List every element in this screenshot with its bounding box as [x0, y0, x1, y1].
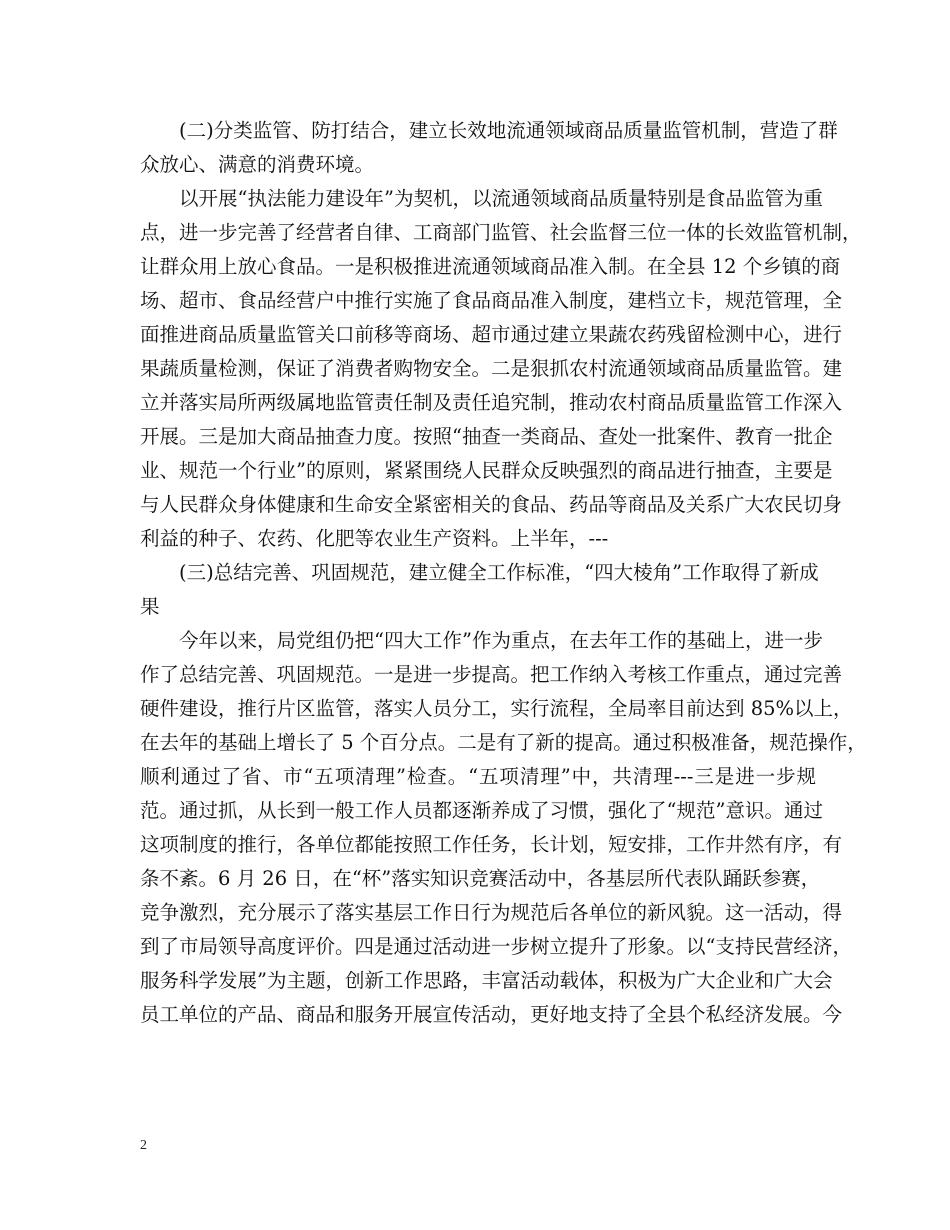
text-line: 面推进商品质量监管关口前移等商场、超市通过建立果蔬农药残留检测中心，进行 — [140, 323, 843, 346]
text-line: 众放心、满意的消费环境。 — [140, 153, 375, 176]
body-text — [140, 114, 867, 1032]
text-line: 场、超市、食品经营户中推行实施了食品商品准入制度，建档立卡，规范管理，全 — [140, 289, 843, 312]
text-line: 与人民群众身体健康和生命安全紧密相关的食品、药品等商品及关系广大农民切身 — [140, 493, 843, 516]
text-line: 服务科学发展”为主题，创新工作思路，丰富活动载体，积极为广大企业和广大会 — [140, 969, 833, 992]
text-line: 顺利通过了省、市“五项清理”检查。“五项清理”中，共清理---三是进一步规 — [140, 765, 816, 788]
text-line: 果蔬质量检测，保证了消费者购物安全。二是狠抓农村流通领域商品质量监管。建 — [140, 357, 843, 380]
text-line: 竞争激烈，充分展示了落实基层工作日行为规范后各单位的新风貌。这一活动，得 — [140, 901, 843, 924]
text-line: 点，进一步完善了经营者自律、工商部门监管、社会监督三位一体的长效监管机制， — [140, 221, 862, 244]
text-line: 这项制度的推行，各单位都能按照工作任务，长计划，短安排，工作井然有序，有 — [140, 833, 843, 856]
text-line: 范。通过抓，从长到一般工作人员都逐渐养成了习惯，强化了“规范”意识。通过 — [140, 799, 823, 822]
text-line: 果 — [140, 595, 160, 618]
text-line: 条不紊。6 月 26 日，在“杯”落实知识竞赛活动中，各基层所代表队踊跃参赛， — [140, 867, 821, 890]
text-line: 作了总结完善、巩固规范。一是进一步提高。把工作纳入考核工作重点，通过完善 — [140, 663, 843, 686]
text-line: (三)总结完善、巩固规范，建立健全工作标准，“四大棱角”工作取得了新成 — [179, 561, 819, 584]
text-line: 业、规范一个行业”的原则，紧紧围绕人民群众反映强烈的商品进行抽查，主要是 — [140, 459, 833, 482]
text-line: 今年以来，局党组仍把“四大工作”作为重点，在去年工作的基础上，进一步 — [179, 629, 823, 652]
text-line: 硬件建设，推行片区监管，落实人员分工，实行流程，全局率目前达到 85%以上， — [140, 697, 853, 720]
text-line: 以开展“执法能力建设年”为契机，以流通领域商品质量特别是食品监管为重 — [179, 187, 823, 210]
text-line: 到了市局领导高度评价。四是通过活动进一步树立提升了形象。以“支持民营经济， — [140, 935, 852, 958]
text-line: (二)分类监管、防打结合，建立长效地流通领域商品质量监管机制，营造了群 — [179, 119, 838, 142]
text-line: 在去年的基础上增长了 5 个百分点。二是有了新的提高。通过积极准备，规范操作， — [140, 731, 867, 754]
text-line: 员工单位的产品、商品和服务开展宣传活动，更好地支持了全县个私经济发展。今 — [140, 1003, 843, 1026]
text-line: 立并落实局所两级属地监管责任制及责任追究制，推动农村商品质量监管工作深入 — [140, 391, 843, 414]
text-line: 开展。三是加大商品抽查力度。按照“抽查一类商品、查处一批案件、教育一批企 — [140, 425, 833, 448]
text-line: 让群众用上放心食品。一是积极推进流通领域商品准入制。在全县 12 个乡镇的商 — [140, 255, 841, 278]
text-line: 利益的种子、农药、化肥等农业生产资料。上半年，--- — [140, 527, 609, 550]
page-number: 2 — [140, 1138, 147, 1153]
